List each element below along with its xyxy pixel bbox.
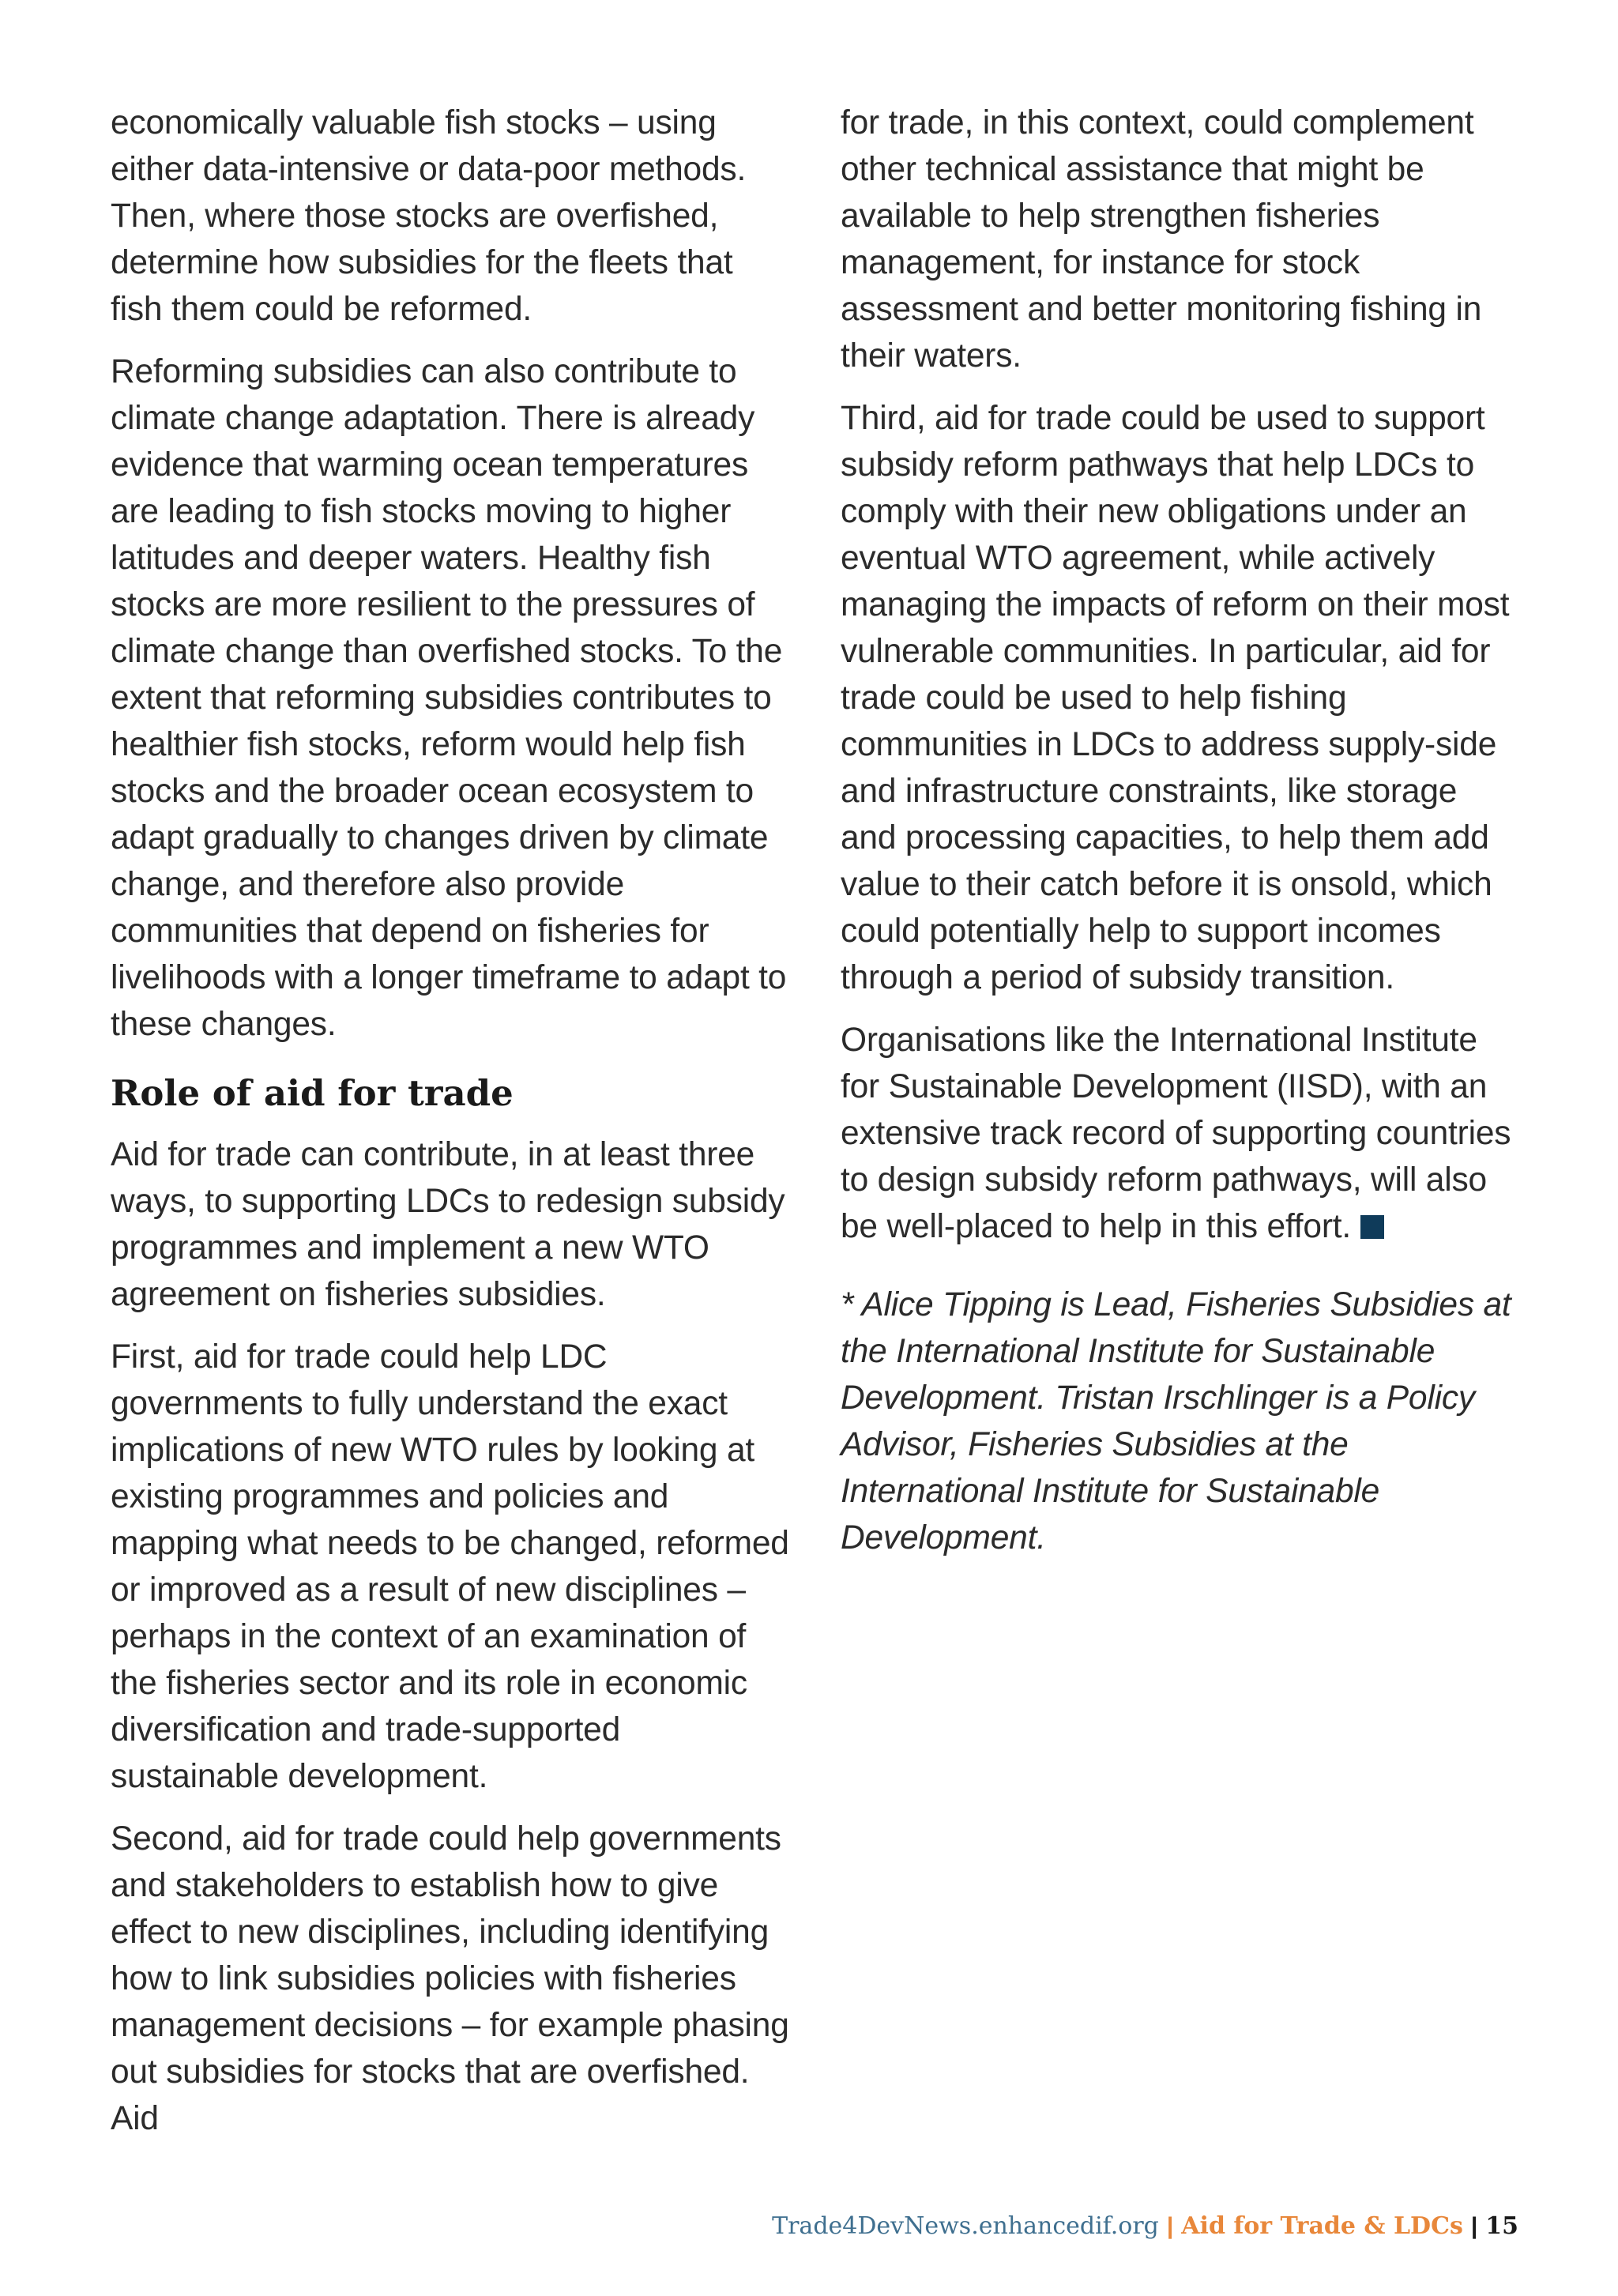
paragraph-iisd-text: Organisations like the International Institute for Sustainable Development (IISD), with an extensive track record of supporting countries to design subsidy reform pathways, will also be well-placed to help in this effort. — [841, 1022, 1511, 1245]
paragraph-aid-contribution: Aid for trade can contribute, in at least three ways, to supporting LDCs to redesign subsidy programmes and implement a new WTO agreement on fisheries subsidies. — [111, 1136, 785, 1313]
paragraph-first-way: First, aid for trade could help LDC governments to fully understand the exact implications of new WTO rules by looking at existing programmes and policies and mapping what needs to be changed, reformed or improved as a result of new disciplines – perhaps in the context of an examination of the fisheries sector and its role in economic diversification and trade-supported sustainable development. — [111, 1338, 789, 1795]
left-column — [111, 100, 790, 2158]
page-footer — [772, 2211, 1518, 2242]
paragraph-second-way: Second, aid for trade could help governments and stakeholders to establish how to give effect to new disciplines, including identifying how to link subsidies policies with fisheries management decisions – for example phasing out subsidies for stocks that are overfished. Aid — [111, 1820, 789, 2137]
footer-separator-2: | — [1470, 2213, 1478, 2239]
paragraph-climate-adaptation: Reforming subsidies can also contribute to climate change adaptation. There is already evidence that warming ocean temperatures are leading to fish stocks moving to higher latitudes and deeper waters. Healthy fish stocks are more resilient to the pressures of climate change than overfished stocks. To the extent that reforming subsidies contributes to healthier fish stocks, reform would help fish stocks and the broader ocean ecosystem to adapt gradually to changes driven by climate change, and therefore also provide communities that depend on fisheries for livelihoods with a longer timeframe to adapt to these changes. — [111, 353, 787, 1043]
footer-separator: | — [1166, 2213, 1174, 2239]
footer-section-title: Aid for Trade & LDCs — [1181, 2212, 1463, 2240]
section-heading: Role of aid for trade — [111, 1072, 514, 1114]
paragraph-third-way: Third, aid for trade could be used to support subsidy reform pathways that help LDCs to comply with their new obligations under an eventual WTO agreement, while actively managing the impacts of reform on their most vulnerable communities. In particular, aid for trade could be used to help fishing communities in LDCs to address supply-side and infrastructure constraints, like storage and processing capacities, to help them add value to their catch before it is onsold, which could potentially help to support incomes through a period of subsidy transition. — [841, 400, 1510, 996]
paragraph-technical-assistance: for trade, in this context, could complement other technical assistance that might be available to help strengthen fisheries management, for instance for stock assessment and better monitoring fishing in their waters. — [841, 104, 1482, 375]
paragraph-iisd — [841, 1017, 1520, 1250]
right-column — [841, 100, 1520, 1577]
footer-site-link[interactable]: Trade4DevNews.enhancedif.org — [772, 2212, 1159, 2240]
author-footnote: * Alice Tipping is Lead, Fisheries Subsidies at the International Institute for Sustainable Development. Tristan Irschlinger is a Policy Advisor, Fisheries Subsidies at the International Institute for Sustainable Development. — [841, 1286, 1511, 1556]
page-number: 15 — [1485, 2212, 1518, 2240]
end-of-article-marker — [1360, 1215, 1384, 1239]
paragraph-fish-stocks: economically valuable fish stocks – using either data-intensive or data-poor methods. Then, where those stocks are overfished, determine how subsidies for the fleets that fish them could be reformed. — [111, 104, 747, 328]
